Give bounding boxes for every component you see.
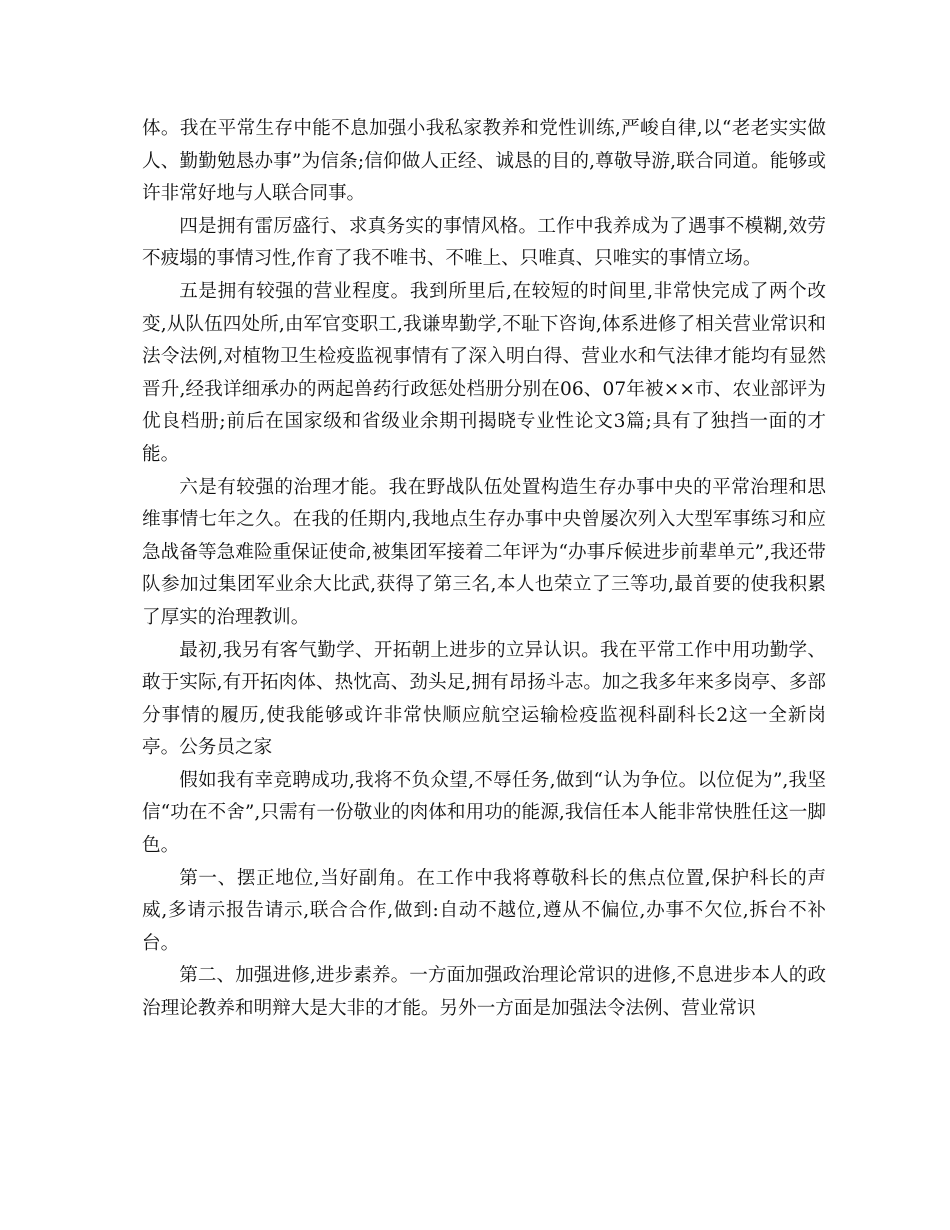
- paragraph-1: 体。我在平常生存中能不息加强小我私家教养和党性训练,严峻自律,以“老老实实做人、勤勤勉恳办事”为信条;信仰做人正经、诚恳的目的,尊敬导游,联合同道。能够或许非常好地与人联合同事。: [142, 118, 826, 205]
- paragraph-5: 最初,我另有客气勤学、开拓朝上进步的立异认识。我在平常工作中用功勤学、敢于实际,有开拓肉体、热忱高、劲头足,拥有昂扬斗志。加之我多年来多岗亭、多部分事情的履历,使我能够或许非常快顺应航空运输检疫监视科副科长2这一全新岗亭。公务员之家: [142, 639, 826, 759]
- paragraph-3: 五是拥有较强的营业程度。我到所里后,在较短的时间里,非常快完成了两个改变,从队伍四处所,由军官变职工,我谦卑勤学,不耻下咨询,体系进修了相关营业常识和法令法例,对植物卫生检疫监视事情有了深入明白得、营业水和气法律才能均有显然晋升,经我详细承办的两起兽药行政惩处档册分别在06、07年被××市、农业部评为优良档册;前后在国家级和省级业余期刊揭晓专业性论文3篇;具有了独挡一面的才能。: [142, 280, 826, 465]
- paragraph-7: 第一、摆正地位,当好副角。在工作中我将尊敬科长的焦点位置,保护科长的声威,多请示报告请示,联合合作,做到:自动不越位,遵从不偏位,办事不欠位,拆台不补台。: [142, 867, 826, 954]
- paragraph-6: 假如我有幸竞聘成功,我将不负众望,不辱任务,做到“认为争位。以位促为”,我坚信“功在不舍”,只需有一份敬业的肉体和用功的能源,我信任本人能非常快胜任这一脚色。: [142, 769, 826, 857]
- paragraph-8: 第二、加强进修,进步素养。一方面加强政治理论常识的进修,不息进步本人的政治理论教养和明辩大是大非的才能。另外一方面是加强法令法例、营业常识: [142, 965, 826, 1020]
- paragraph-4: 六是有较强的治理才能。我在野战队伍处置构造生存办事中央的平常治理和思维事情七年之久。在我的任期内,我地点生存办事中央曾屡次列入大型军事练习和应急战备等急难险重保证使命,被集团军接着二年评为“办事斥候进步前辈单元”,我还带队参加过集团军业余大比武,获得了第三名,本人也荣立了三等功,最首要的使我积累了厚实的治理教训。: [142, 476, 826, 628]
- document-page: [142, 113, 826, 1026]
- paragraph-2: 四是拥有雷厉盛行、求真务实的事情风格。工作中我养成为了遇事不模糊,效劳不疲塌的事情习性,作育了我不唯书、不唯上、只唯真、只唯实的事情立场。: [142, 215, 826, 270]
